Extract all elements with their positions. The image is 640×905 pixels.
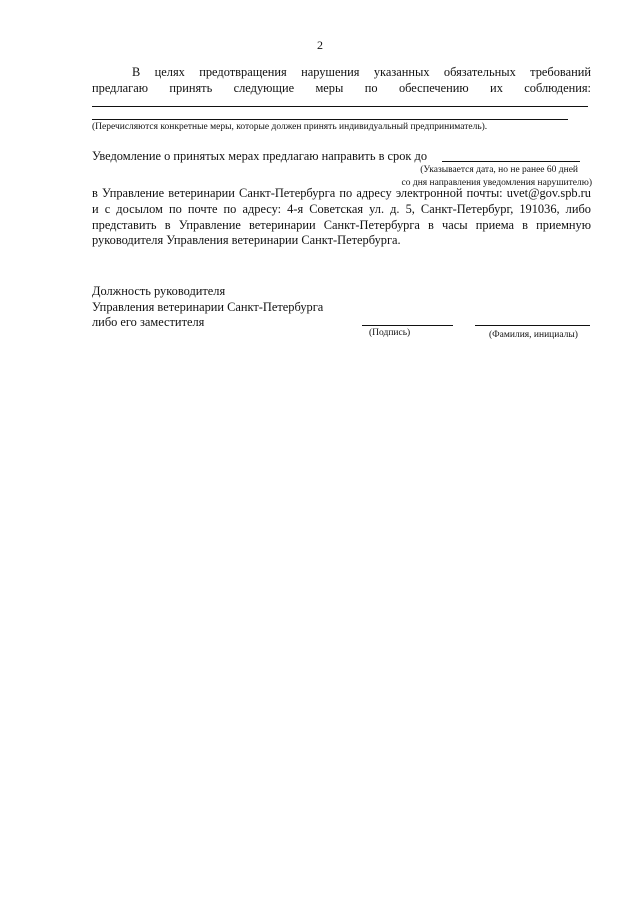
notice-paragraph: в Управление ветеринарии Санкт-Петербурга по адресу электронной почты: uvet@gov.spb.ru и с досылом по почте по адресу: 4-я Советская ул. д. 5, Санкт-Петербург, 191036, либо представить в Управление ветеринарии Санкт-Петербурга в часы приема в приемную руководителя Управления ветеринарии Санкт-Петербурга. — [92, 186, 591, 248]
name-caption: (Фамилия, инициалы) — [489, 330, 578, 340]
measures-caption: (Перечисляются конкретные меры, которые должен принять индивидуальный предприниматель). — [92, 122, 488, 132]
position-line-1: Должность руководителя — [92, 284, 226, 298]
signature-caption: (Подпись) — [369, 328, 411, 338]
measures-fill-line-2 — [92, 119, 568, 120]
deadline-hint-line-2: со дня направления уведомления нарушителю) — [401, 178, 592, 188]
measures-fill-line-1 — [92, 106, 588, 107]
page-number: 2 — [317, 38, 323, 52]
deadline-hint-line-1: (Указывается дата, но не ранее 60 дней — [420, 165, 578, 175]
notice-lead: Уведомление о принятых мерах предлагаю направить в срок до — [92, 149, 428, 163]
measures-line-2: предлагаю принять следующие меры по обеспечению их соблюдения: — [92, 81, 591, 95]
deadline-date-field — [442, 161, 580, 162]
signature-line — [362, 325, 453, 326]
position-line-3: либо его заместителя — [92, 315, 205, 329]
position-line-2: Управления ветеринарии Санкт-Петербурга — [92, 300, 324, 314]
measures-line-1: В целях предотвращения нарушения указанных обязательных требований — [132, 65, 591, 79]
name-line — [475, 325, 590, 326]
